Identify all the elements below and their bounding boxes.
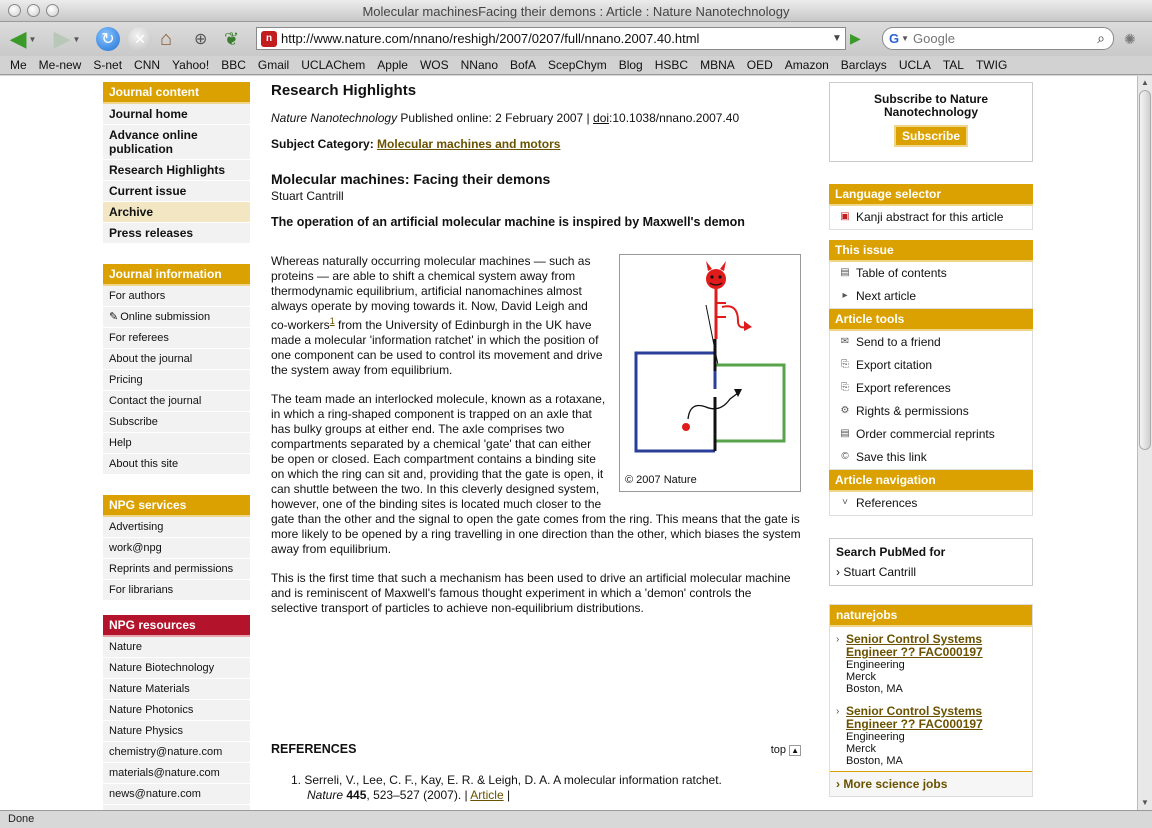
nav-item-label: Pricing xyxy=(109,374,143,386)
leaf-icon: ❦ xyxy=(224,28,240,49)
publication-line xyxy=(271,111,801,125)
top-label: top xyxy=(770,744,787,756)
references-title: REFERENCES xyxy=(271,742,357,756)
naturejobs-heading: naturejobs xyxy=(830,605,1032,627)
bookmarks-bar xyxy=(0,56,1152,75)
nav-item-nature[interactable] xyxy=(103,637,250,658)
reference-journal: Nature xyxy=(307,788,344,802)
url-input[interactable]: http://www.nature.com/nnano/reshigh/2007/0207/full/nnano.2007.40.html xyxy=(281,31,700,46)
article-tools-heading: Article tools xyxy=(829,309,1033,331)
home-button[interactable] xyxy=(160,26,172,52)
language-selector-heading: Language selector xyxy=(829,184,1033,206)
job-listing xyxy=(830,627,1032,699)
bookmark-nnano[interactable]: NNano xyxy=(460,58,498,72)
reference-volume: 445 xyxy=(346,788,367,802)
chevron-down-icon: ▼ xyxy=(28,34,37,44)
bookmark-cnn[interactable]: CNN xyxy=(134,58,161,72)
nav-item-advance-online-publication[interactable] xyxy=(103,125,250,160)
next-arrow-icon: ▸ xyxy=(842,290,848,301)
link-label: Next article xyxy=(856,289,917,303)
nav-item-label: Nature Physics xyxy=(109,725,183,737)
bookmark-yahoo[interactable]: Yahoo! xyxy=(172,58,210,72)
table-of-contents-link[interactable] xyxy=(830,262,1032,285)
reference-text: Serreli, V., Lee, C. F., Kay, E. R. & Leigh, D. A. A molecular information ratchet. xyxy=(304,773,722,787)
nav-item-pricing[interactable] xyxy=(103,370,250,391)
job-location: Boston, MA xyxy=(846,683,903,695)
home-icon: ⌂ xyxy=(160,27,173,50)
subscribe-text: Subscribe to Nature Nanotechnology xyxy=(873,92,989,119)
nav-item-label: For referees xyxy=(109,332,169,344)
back-arrow-icon: ◀ xyxy=(9,26,27,51)
demon-head-icon xyxy=(706,269,726,289)
nav-item-label: Subscribe xyxy=(109,416,158,428)
journal-name: Nature Nanotechnology xyxy=(271,111,398,125)
nav-item-for-librarians[interactable] xyxy=(103,580,250,601)
nav-item-label: Help xyxy=(109,437,132,449)
job-field: Engineering xyxy=(846,731,905,743)
link-label: Send to a friend xyxy=(856,335,941,349)
nav-item-label: For authors xyxy=(109,290,166,302)
article-navigation-list xyxy=(829,492,1033,516)
stop-button[interactable] xyxy=(128,26,152,52)
subscribe-box xyxy=(829,82,1033,162)
journal-information-list xyxy=(103,286,250,475)
article-standfirst: The operation of an artificial molecular machine is inspired by Maxwell's demon xyxy=(271,215,745,229)
bookmark-me-new[interactable]: Me-new xyxy=(38,58,82,72)
job-company: Merck xyxy=(846,743,876,755)
subject-category-link[interactable]: Molecular machines and motors xyxy=(377,137,561,151)
search-input[interactable] xyxy=(913,31,1097,46)
this-issue-list xyxy=(829,262,1033,309)
kanji-icon: ▣ xyxy=(840,211,850,222)
pubmed-heading: Search PubMed for xyxy=(836,545,946,559)
nav-item-label: materials@nature.com xyxy=(109,767,220,779)
bookmark-gmail[interactable]: Gmail xyxy=(257,58,290,72)
link-label: Export references xyxy=(856,381,951,395)
nav-item-for-authors[interactable] xyxy=(103,286,250,307)
search-icon[interactable]: ⌕ xyxy=(1097,30,1105,46)
chevron-down-icon[interactable]: ▼ xyxy=(832,33,842,44)
bookmark-add-icon: ⊕ xyxy=(194,31,208,48)
save-this-link-link[interactable] xyxy=(830,446,1032,469)
bookmark-mbna[interactable]: MBNA xyxy=(700,58,735,72)
reference-article-link[interactable]: Article xyxy=(470,788,504,802)
nav-item-press-releases[interactable] xyxy=(103,223,250,244)
add-bookmark-button[interactable] xyxy=(194,26,207,52)
forward-arrow-icon: ▶ xyxy=(53,26,71,51)
nav-item-label: Press releases xyxy=(109,226,194,240)
npg-resources-heading: NPG resources xyxy=(103,615,250,637)
go-button[interactable]: ▶ xyxy=(850,30,861,46)
rights-permissions-link[interactable] xyxy=(830,400,1032,423)
link-label: Save this link xyxy=(856,450,927,464)
rights-icon: ⚙ xyxy=(840,405,850,416)
kanji-abstract-label: Kanji abstract for this article xyxy=(856,210,1004,224)
reference-number: 1. xyxy=(291,773,302,787)
nav-item-subscribe[interactable] xyxy=(103,412,250,433)
job-title-link[interactable]: Senior Control Systems Engineer ?? FAC000197 xyxy=(846,704,983,731)
stop-icon: ✕ xyxy=(128,27,152,51)
nav-item-label: chemistry@nature.com xyxy=(109,746,223,758)
jobs-list xyxy=(830,627,1032,771)
nav-item-archive[interactable] xyxy=(103,202,250,223)
journal-content-heading: Journal content xyxy=(103,82,250,104)
chevron-down-icon: ▼ xyxy=(72,34,81,44)
nav-item-help[interactable] xyxy=(103,433,250,454)
bookmark-oed[interactable]: OED xyxy=(746,58,773,72)
nav-item-label: Reprints and permissions xyxy=(109,563,234,575)
bookmark-tal[interactable]: TAL xyxy=(942,58,964,72)
figure-caption: © 2007 Nature xyxy=(625,474,697,486)
article-tools-list xyxy=(829,331,1033,470)
link-label: References xyxy=(856,496,918,510)
nav-item-news-nature-com[interactable] xyxy=(103,784,250,805)
pubmed-author-link[interactable]: › Stuart Cantrill xyxy=(836,565,917,579)
scroll-thumb[interactable] xyxy=(1139,90,1151,450)
nav-item-label: About the journal xyxy=(109,353,193,365)
link-label: Rights & permissions xyxy=(856,404,969,418)
bookmark-me[interactable]: Me xyxy=(10,58,27,72)
right-sidebar xyxy=(829,82,1033,797)
export-icon: ⎘ xyxy=(841,359,849,370)
this-issue-heading: This issue xyxy=(829,240,1033,262)
nav-item-online-submission[interactable] xyxy=(103,307,250,328)
forward-button[interactable] xyxy=(48,26,86,52)
nav-item-about-the-journal[interactable] xyxy=(103,349,250,370)
vertical-scrollbar[interactable] xyxy=(1137,76,1152,810)
bookmark-wos[interactable]: WOS xyxy=(419,58,449,72)
nav-item-work-npg[interactable] xyxy=(103,538,250,559)
bookmark-hsbc[interactable]: HSBC xyxy=(654,58,689,72)
article-paragraph: The team made an interlocked molecule, known as a rotaxane, in which a ring-shaped component is trapped on an axle that has bulky groups at either end. The axle comprises two compartments separated by a chemical 'gate' that can either be open or closed. Each compartment contains a binding site on which the ring can sit and, providing that the gate is open, it can shuttle between the two. In this cleverly designed system, however, one of the binding sites is located much closer to the gate than the other and the signal to open the gate comes from the ring. This means that the gate is more likely to be opened by a ring travelling in one direction than the other, which biases the system away from equilibrium. xyxy=(271,392,801,556)
job-location: Boston, MA xyxy=(846,755,903,767)
envelope-icon: ✉ xyxy=(840,336,850,347)
window-title: Molecular machinesFacing their demons : Article : Nature Nanotechnology xyxy=(362,4,790,19)
nav-item-current-issue[interactable] xyxy=(103,181,250,202)
browser-toolbar xyxy=(0,22,1152,56)
nav-item-label: Online submission xyxy=(120,311,211,323)
nav-item-journal-home[interactable] xyxy=(103,104,250,125)
doi-link[interactable]: doi xyxy=(593,111,610,125)
nav-item-chemistry-nature-com[interactable] xyxy=(103,742,250,763)
job-title-link[interactable]: Senior Control Systems Engineer ?? FAC000197 xyxy=(846,632,983,659)
export-references-link[interactable] xyxy=(830,377,1032,400)
leaf-extension-button[interactable] xyxy=(224,26,239,52)
next-article-link[interactable] xyxy=(830,285,1032,308)
bookmark-scepchym[interactable]: ScepChym xyxy=(548,58,607,72)
nav-item-label: work@npg xyxy=(109,542,162,554)
references-heading xyxy=(271,742,801,756)
reference-link[interactable]: 1 xyxy=(329,316,335,326)
nav-item-label: Nature xyxy=(109,641,143,653)
nav-item-label: Nature Photonics xyxy=(109,704,194,716)
reference-end: | xyxy=(503,788,511,802)
subscribe-button[interactable]: Subscribe xyxy=(894,125,968,147)
nav-item-nature-physics[interactable] xyxy=(103,721,250,742)
chevron-right-icon: › xyxy=(836,706,840,717)
paragraph-text: Whereas naturally occurring molecular machines — such as proteins — are able to shift a chemical system away from thermodynamic equilibrium, artificial nanomachines almost always operate by moving towards it. Now, David Leigh and co-workers xyxy=(271,254,591,332)
pencil-icon: ✎ xyxy=(109,311,119,323)
nav-item-for-referees[interactable] xyxy=(103,328,250,349)
reload-button[interactable] xyxy=(96,26,120,52)
bookmark-uclachem[interactable]: UCLAChem xyxy=(301,58,366,72)
nav-item-nature-biotechnology[interactable] xyxy=(103,658,250,679)
nav-item-label: For librarians xyxy=(109,584,174,596)
reference-item xyxy=(291,773,801,803)
nav-item-nature-photonics[interactable] xyxy=(103,700,250,721)
url-bar[interactable] xyxy=(256,27,846,50)
link-label: Export citation xyxy=(856,358,933,372)
back-button[interactable] xyxy=(4,26,42,52)
status-bar: Done xyxy=(0,810,1152,828)
doi-value: :10.1038/nnano.2007.40 xyxy=(609,111,740,125)
bookmark-blog[interactable]: Blog xyxy=(618,58,643,72)
bookmark-apple[interactable]: Apple xyxy=(377,58,408,72)
arrow-up-icon: ▲ xyxy=(791,746,799,755)
bookmark-twig[interactable]: TWIG xyxy=(975,58,1008,72)
pubmed-search-box xyxy=(829,538,1033,586)
pubmed-author-label: Stuart Cantrill xyxy=(843,565,917,579)
nav-item-label: Advance online publication xyxy=(109,128,198,156)
link-label: Table of contents xyxy=(856,266,947,280)
bookmark-barclays[interactable]: Barclays xyxy=(840,58,887,72)
bookmark-amazon[interactable]: Amazon xyxy=(784,58,829,72)
send-to-a-friend-link[interactable] xyxy=(830,331,1032,354)
order-commercial-reprints-link[interactable] xyxy=(830,423,1032,446)
bookmark-ucla[interactable]: UCLA xyxy=(898,58,931,72)
article-paragraph: This is the first time that such a mechanism has been used to drive an artificial molecular machine and is reminiscent of Maxwell's famous thought experiment in which a 'demon' controls the selective transport of particles to achieve non-equilibrium distributions. xyxy=(271,571,791,615)
job-company: Merck xyxy=(846,671,876,683)
nav-item-label: Nature Biotechnology xyxy=(109,662,215,674)
chevron-right-icon: › xyxy=(836,634,840,645)
published-date: Published online: 2 February 2007 | xyxy=(397,111,594,125)
google-icon[interactable]: G xyxy=(889,31,900,46)
nav-item-label: About this site xyxy=(109,458,179,470)
nav-item-label: Journal home xyxy=(109,107,188,121)
job-field: Engineering xyxy=(846,659,905,671)
bookmark-s-net[interactable]: S-net xyxy=(93,58,123,72)
nav-item-label: Current issue xyxy=(109,184,187,198)
article-figure[interactable] xyxy=(619,254,801,492)
search-bar[interactable] xyxy=(882,27,1114,50)
more-science-jobs-link[interactable]: › More science jobs xyxy=(830,771,1032,796)
journal-information-heading: Journal information xyxy=(103,264,250,286)
article-author: Stuart Cantrill xyxy=(271,189,344,203)
nav-item-label: Research Highlights xyxy=(109,163,226,177)
references-link[interactable] xyxy=(830,492,1032,515)
export-icon: ⎘ xyxy=(841,382,849,393)
more-jobs-label: More science jobs xyxy=(843,777,948,791)
page-content xyxy=(0,76,1137,810)
reprints-icon: ▤ xyxy=(840,428,850,439)
bookmark-bbc[interactable]: BBC xyxy=(221,58,246,72)
reference-pages: , 523–527 (2007). | xyxy=(366,788,471,802)
nav-item-label: Archive xyxy=(109,205,154,219)
nav-item-advertising[interactable] xyxy=(103,517,250,538)
chevron-down-icon: ˅ xyxy=(842,497,848,508)
nav-item-label: Nature Materials xyxy=(109,683,190,695)
window-titlebar xyxy=(0,0,1152,22)
nav-item-label: news@nature.com xyxy=(109,788,201,800)
nav-item-nature-materials[interactable] xyxy=(103,679,250,700)
reload-icon: ↻ xyxy=(96,27,120,51)
paragraph-text: from the University of Edinburgh in the UK have made a molecular 'information ratchet' in which the position of one component can be used to control its movement and drive the system away from equilibrium. xyxy=(271,318,603,377)
save-link-icon: © xyxy=(841,451,849,462)
article-main xyxy=(271,82,801,616)
nav-item-contact-the-journal[interactable] xyxy=(103,391,250,412)
nav-item-research-highlights[interactable] xyxy=(103,160,250,181)
section-title: Research Highlights xyxy=(271,82,417,99)
export-citation-link[interactable] xyxy=(830,354,1032,377)
job-listing xyxy=(830,699,1032,771)
article-title: Molecular machines: Facing their demons xyxy=(271,171,551,187)
site-favicon-icon: n xyxy=(261,31,277,47)
left-navigation xyxy=(103,82,250,826)
naturejobs-box xyxy=(829,604,1033,797)
document-icon: ▤ xyxy=(840,267,850,278)
npg-resources-list xyxy=(103,637,250,826)
nav-item-label: Contact the journal xyxy=(109,395,202,407)
npg-services-list xyxy=(103,517,250,601)
kanji-abstract-link[interactable] xyxy=(830,206,1032,229)
link-label: Order commercial reprints xyxy=(856,427,995,441)
subject-category xyxy=(271,137,801,151)
nav-item-materials-nature-com[interactable] xyxy=(103,763,250,784)
chevron-down-icon[interactable]: ▼ xyxy=(901,34,910,43)
nav-item-label: Advertising xyxy=(109,521,164,533)
subject-label: Subject Category: xyxy=(271,137,378,151)
scroll-up-arrow-icon[interactable]: ▲ xyxy=(1141,78,1149,87)
back-to-top-link[interactable] xyxy=(771,744,801,756)
maxwell-demon-figure xyxy=(620,255,800,471)
article-navigation-heading: Article navigation xyxy=(829,470,1033,492)
npg-services-heading: NPG services xyxy=(103,495,250,517)
bookmark-bofa[interactable]: BofA xyxy=(510,58,537,72)
scroll-down-arrow-icon[interactable]: ▼ xyxy=(1141,798,1149,807)
journal-content-list xyxy=(103,104,250,244)
loading-spinner-icon: ✺ xyxy=(1124,31,1136,47)
nav-item-reprints-and-permissions[interactable] xyxy=(103,559,250,580)
nav-item-about-this-site[interactable] xyxy=(103,454,250,475)
